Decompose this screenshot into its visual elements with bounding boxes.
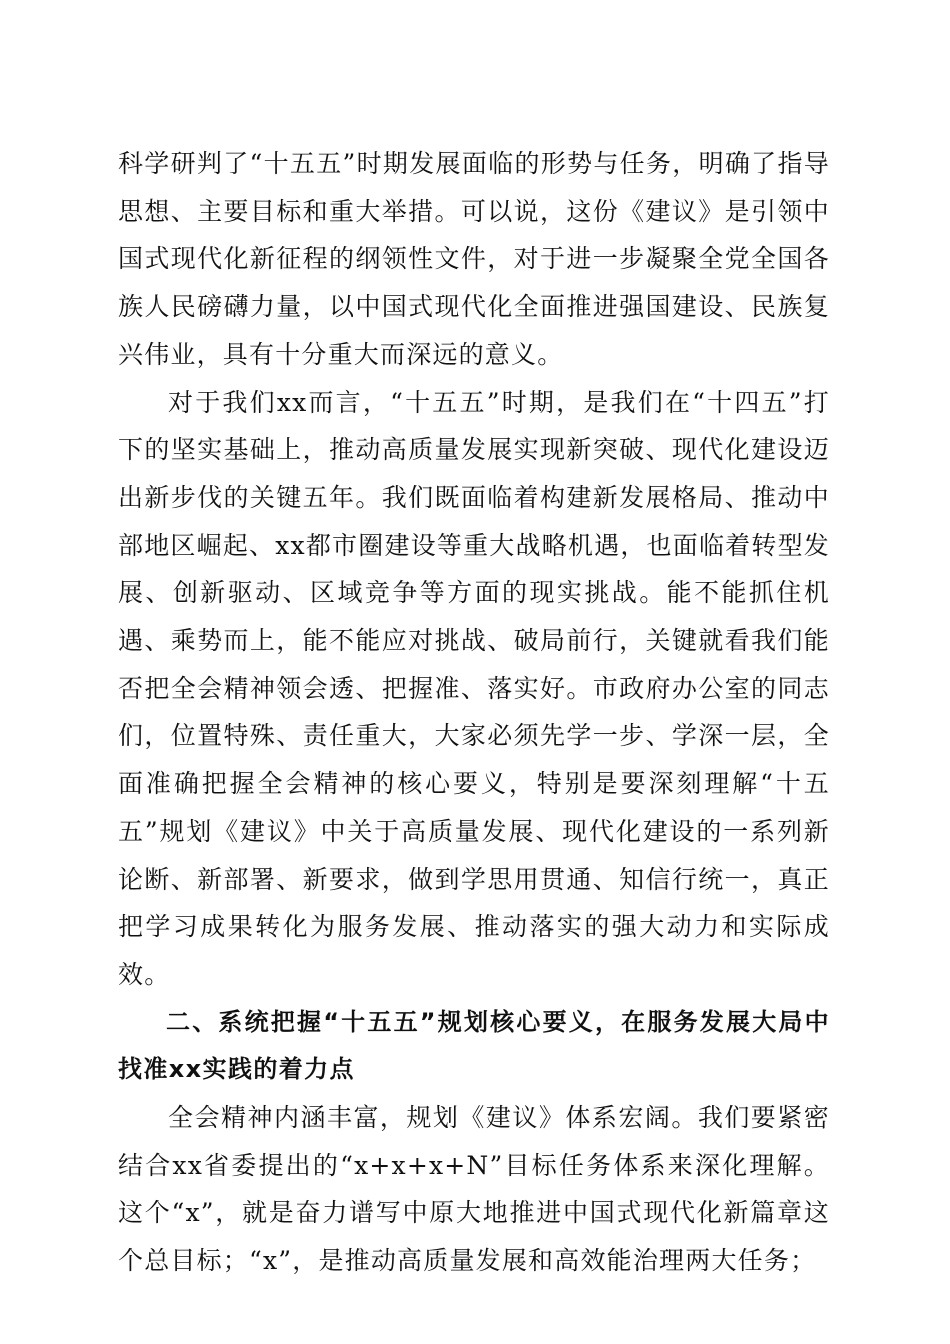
- paragraph-body: 全会精神内涵丰富，规划《建议》体系宏阔。我们要紧密结合xx省委提出的“x+x+x+N”目标任务体系来深化理解。这个“x”，就是奋力谱写中原大地推进中国式现代化新篇章这个总目标；“x”，是推动高质量发展和高效能治理两大任务；: [118, 1103, 830, 1276]
- paragraph-continuation: 科学研判了“十五五”时期发展面临的形势与任务，明确了指导思想、主要目标和重大举措。可以说，这份《建议》是引领中国式现代化新征程的纲领性文件，对于进一步凝聚全党全国各族人民磅礴力量，以中国式现代化全面推进强国建设、民族复兴伟业，具有十分重大而深远的意义。: [118, 149, 830, 369]
- section-heading: 二、系统把握“十五五”规划核心要义，在服务发展大局中找准xx实践的着力点: [118, 1007, 830, 1084]
- document-body: [118, 140, 830, 1285]
- paragraph-body: 对于我们xx而言，“十五五”时期，是我们在“十四五”打下的坚实基础上，推动高质量发展实现新突破、现代化建设迈出新步伐的关键五年。我们既面临着构建新发展格局、推动中部地区崛起、xx都市圈建设等重大战略机遇，也面临着转型发展、创新驱动、区域竞争等方面的现实挑战。能不能抓住机遇、乘势而上，能不能应对挑战、破局前行，关键就看我们能否把全会精神领会透、把握准、落实好。市政府办公室的同志们，位置特殊、责任重大，大家必须先学一步、学深一层，全面准确把握全会精神的核心要义，特别是要深刻理解“十五五”规划《建议》中关于高质量发展、现代化建设的一系列新论断、新部署、新要求，做到学思用贯通、知信行统一，真正把学习成果转化为服务发展、推动落实的强大动力和实际成效。: [118, 387, 830, 989]
